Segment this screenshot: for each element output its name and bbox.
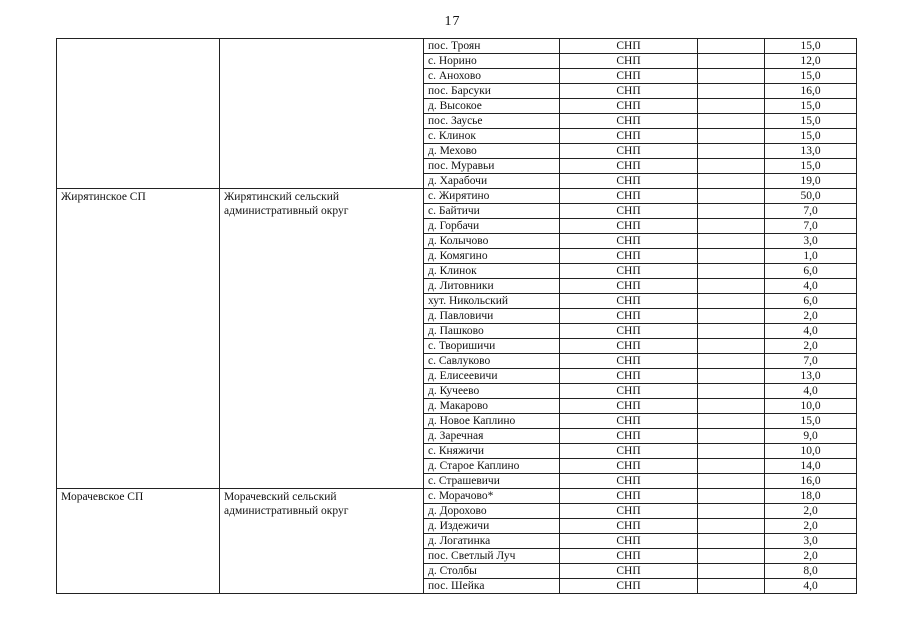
- area-value-cell: 8,0: [765, 564, 857, 579]
- locality-name-cell: хут. Никольский: [424, 294, 560, 309]
- locality-name-cell: с. Байтичи: [424, 204, 560, 219]
- locality-type-cell: СНП: [560, 159, 698, 174]
- empty-cell: [698, 84, 765, 99]
- area-value-cell: 10,0: [765, 399, 857, 414]
- locality-name-cell: д. Логатинка: [424, 534, 560, 549]
- locality-type-cell: СНП: [560, 294, 698, 309]
- locality-type-cell: СНП: [560, 144, 698, 159]
- locality-type-cell: СНП: [560, 249, 698, 264]
- empty-cell: [698, 324, 765, 339]
- empty-cell: [698, 189, 765, 204]
- locality-name-cell: д. Елисеевичи: [424, 369, 560, 384]
- area-value-cell: 15,0: [765, 159, 857, 174]
- locality-type-cell: СНП: [560, 339, 698, 354]
- empty-cell: [698, 429, 765, 444]
- empty-cell: [698, 489, 765, 504]
- locality-type-cell: СНП: [560, 99, 698, 114]
- empty-cell: [698, 99, 765, 114]
- area-value-cell: 2,0: [765, 519, 857, 534]
- area-value-cell: 4,0: [765, 279, 857, 294]
- locality-type-cell: СНП: [560, 174, 698, 189]
- locality-type-cell: СНП: [560, 264, 698, 279]
- empty-cell: [698, 294, 765, 309]
- locality-type-cell: СНП: [560, 459, 698, 474]
- locality-name-cell: д. Столбы: [424, 564, 560, 579]
- locality-type-cell: СНП: [560, 324, 698, 339]
- page-number: 17: [444, 14, 461, 29]
- locality-name-cell: пос. Барсуки: [424, 84, 560, 99]
- area-value-cell: 14,0: [765, 459, 857, 474]
- locality-type-cell: СНП: [560, 219, 698, 234]
- locality-name-cell: с. Норино: [424, 54, 560, 69]
- locality-type-cell: СНП: [560, 489, 698, 504]
- locality-name-cell: д. Новое Каплино: [424, 414, 560, 429]
- empty-cell: [698, 279, 765, 294]
- area-value-cell: 15,0: [765, 39, 857, 54]
- empty-cell: [698, 159, 765, 174]
- settlement-municipality-cell: [57, 39, 220, 189]
- locality-type-cell: СНП: [560, 399, 698, 414]
- locality-type-cell: СНП: [560, 549, 698, 564]
- area-value-cell: 15,0: [765, 69, 857, 84]
- table-row: [57, 489, 857, 504]
- area-value-cell: 19,0: [765, 174, 857, 189]
- area-value-cell: 2,0: [765, 339, 857, 354]
- empty-cell: [698, 144, 765, 159]
- locality-name-cell: д. Старое Каплино: [424, 459, 560, 474]
- empty-cell: [698, 129, 765, 144]
- locality-type-cell: СНП: [560, 129, 698, 144]
- empty-cell: [698, 459, 765, 474]
- locality-name-cell: д. Харабочи: [424, 174, 560, 189]
- locality-name-cell: д. Литовники: [424, 279, 560, 294]
- locality-type-cell: СНП: [560, 414, 698, 429]
- locality-type-cell: СНП: [560, 54, 698, 69]
- area-value-cell: 12,0: [765, 54, 857, 69]
- area-value-cell: 1,0: [765, 249, 857, 264]
- area-value-cell: 6,0: [765, 294, 857, 309]
- empty-cell: [698, 339, 765, 354]
- empty-cell: [698, 444, 765, 459]
- empty-cell: [698, 414, 765, 429]
- locality-type-cell: СНП: [560, 564, 698, 579]
- locality-type-cell: СНП: [560, 204, 698, 219]
- settlements-table-body: [57, 39, 857, 594]
- area-value-cell: 7,0: [765, 219, 857, 234]
- area-value-cell: 7,0: [765, 204, 857, 219]
- empty-cell: [698, 114, 765, 129]
- area-value-cell: 16,0: [765, 474, 857, 489]
- empty-cell: [698, 174, 765, 189]
- empty-cell: [698, 534, 765, 549]
- area-value-cell: 3,0: [765, 534, 857, 549]
- locality-name-cell: с. Жирятино: [424, 189, 560, 204]
- empty-cell: [698, 474, 765, 489]
- locality-type-cell: СНП: [560, 114, 698, 129]
- area-value-cell: 2,0: [765, 549, 857, 564]
- locality-name-cell: с. Страшевичи: [424, 474, 560, 489]
- locality-type-cell: СНП: [560, 444, 698, 459]
- empty-cell: [698, 504, 765, 519]
- area-value-cell: 4,0: [765, 324, 857, 339]
- area-value-cell: 15,0: [765, 99, 857, 114]
- locality-name-cell: с. Творишичи: [424, 339, 560, 354]
- locality-type-cell: СНП: [560, 369, 698, 384]
- locality-type-cell: СНП: [560, 84, 698, 99]
- empty-cell: [698, 204, 765, 219]
- empty-cell: [698, 369, 765, 384]
- empty-cell: [698, 384, 765, 399]
- administrative-district-cell: [220, 39, 424, 189]
- settlement-municipality-cell: Жирятинское СП: [57, 189, 220, 489]
- area-value-cell: 18,0: [765, 489, 857, 504]
- empty-cell: [698, 519, 765, 534]
- area-value-cell: 15,0: [765, 414, 857, 429]
- locality-name-cell: д. Высокое: [424, 99, 560, 114]
- locality-type-cell: СНП: [560, 579, 698, 594]
- locality-type-cell: СНП: [560, 234, 698, 249]
- area-value-cell: 4,0: [765, 384, 857, 399]
- empty-cell: [698, 234, 765, 249]
- table-row: [57, 39, 857, 54]
- locality-name-cell: пос. Светлый Луч: [424, 549, 560, 564]
- area-value-cell: 15,0: [765, 129, 857, 144]
- locality-type-cell: СНП: [560, 354, 698, 369]
- empty-cell: [698, 249, 765, 264]
- locality-type-cell: СНП: [560, 429, 698, 444]
- empty-cell: [698, 354, 765, 369]
- empty-cell: [698, 399, 765, 414]
- empty-cell: [698, 264, 765, 279]
- locality-type-cell: СНП: [560, 69, 698, 84]
- area-value-cell: 6,0: [765, 264, 857, 279]
- locality-name-cell: д. Колычово: [424, 234, 560, 249]
- locality-type-cell: СНП: [560, 39, 698, 54]
- area-value-cell: 13,0: [765, 144, 857, 159]
- area-value-cell: 16,0: [765, 84, 857, 99]
- locality-name-cell: д. Издежичи: [424, 519, 560, 534]
- empty-cell: [698, 549, 765, 564]
- locality-name-cell: д. Дорохово: [424, 504, 560, 519]
- area-value-cell: 3,0: [765, 234, 857, 249]
- locality-name-cell: д. Горбачи: [424, 219, 560, 234]
- area-value-cell: 2,0: [765, 309, 857, 324]
- locality-type-cell: СНП: [560, 504, 698, 519]
- locality-name-cell: пос. Троян: [424, 39, 560, 54]
- locality-type-cell: СНП: [560, 534, 698, 549]
- empty-cell: [698, 39, 765, 54]
- locality-name-cell: с. Анохово: [424, 69, 560, 84]
- locality-name-cell: д. Клинок: [424, 264, 560, 279]
- locality-type-cell: СНП: [560, 309, 698, 324]
- locality-name-cell: д. Макарово: [424, 399, 560, 414]
- locality-name-cell: с. Морачово*: [424, 489, 560, 504]
- empty-cell: [698, 69, 765, 84]
- locality-name-cell: д. Кучеево: [424, 384, 560, 399]
- settlements-table: [56, 38, 857, 594]
- administrative-district-cell: Морачевский сельский административный округ: [220, 489, 424, 594]
- settlement-municipality-cell: Морачевское СП: [57, 489, 220, 594]
- locality-type-cell: СНП: [560, 189, 698, 204]
- locality-name-cell: д. Заречная: [424, 429, 560, 444]
- area-value-cell: 4,0: [765, 579, 857, 594]
- administrative-district-cell: Жирятинский сельский административный округ: [220, 189, 424, 489]
- locality-name-cell: пос. Муравьи: [424, 159, 560, 174]
- locality-name-cell: пос. Заусье: [424, 114, 560, 129]
- area-value-cell: 7,0: [765, 354, 857, 369]
- area-value-cell: 13,0: [765, 369, 857, 384]
- locality-name-cell: д. Мехово: [424, 144, 560, 159]
- empty-cell: [698, 579, 765, 594]
- locality-name-cell: с. Клинок: [424, 129, 560, 144]
- locality-name-cell: с. Княжичи: [424, 444, 560, 459]
- locality-type-cell: СНП: [560, 519, 698, 534]
- empty-cell: [698, 219, 765, 234]
- locality-name-cell: с. Савлуково: [424, 354, 560, 369]
- area-value-cell: 9,0: [765, 429, 857, 444]
- locality-type-cell: СНП: [560, 279, 698, 294]
- empty-cell: [698, 564, 765, 579]
- locality-name-cell: пос. Шейка: [424, 579, 560, 594]
- locality-name-cell: д. Павловичи: [424, 309, 560, 324]
- locality-type-cell: СНП: [560, 474, 698, 489]
- empty-cell: [698, 309, 765, 324]
- area-value-cell: 2,0: [765, 504, 857, 519]
- empty-cell: [698, 54, 765, 69]
- table-row: [57, 189, 857, 204]
- area-value-cell: 10,0: [765, 444, 857, 459]
- locality-name-cell: д. Пашково: [424, 324, 560, 339]
- area-value-cell: 50,0: [765, 189, 857, 204]
- area-value-cell: 15,0: [765, 114, 857, 129]
- locality-type-cell: СНП: [560, 384, 698, 399]
- locality-name-cell: д. Комягино: [424, 249, 560, 264]
